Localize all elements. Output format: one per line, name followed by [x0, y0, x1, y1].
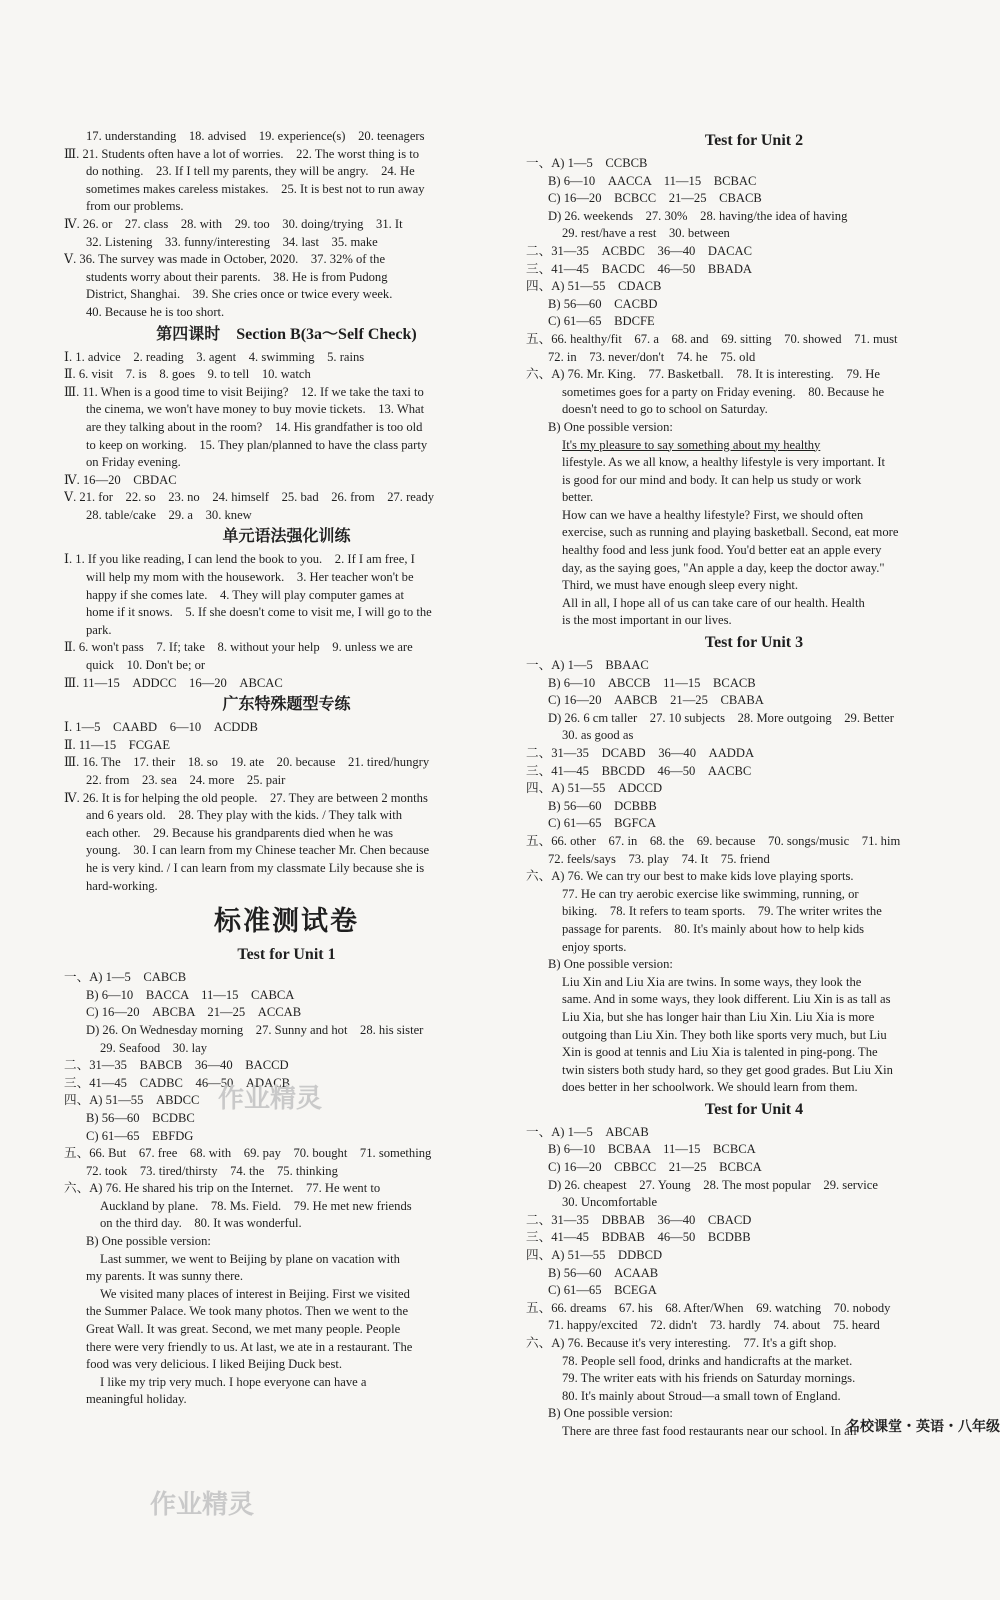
text-line: to keep on working. 15. They plan/planned to have the class party	[86, 437, 428, 452]
text-line: Great Wall. It was great. Second, we met many people. People	[86, 1322, 401, 1337]
text-line: Ⅴ. 21. for 22. so 23. no 24. himself 25. bad 26. from 27. ready	[64, 490, 435, 505]
text-line: will help my mom with the housework. 3. Her teacher won't be	[86, 570, 414, 585]
text-line: 四、A) 51—55 ADCCD	[526, 781, 663, 796]
text-line: day, as the saying goes, "An apple a day, keep the doctor away."	[562, 560, 885, 575]
text-line: hard-working.	[86, 878, 158, 893]
text-line: on Friday evening.	[86, 455, 181, 470]
text-line: It's my pleasure to say something about my healthy	[562, 437, 821, 452]
text-line: 五、66. dreams 67. his 68. After/When 69. watching 70. nobody	[526, 1300, 891, 1315]
text-line: Ⅲ. 16. The 17. their 18. so 19. ate 20. because 21. tired/hungry	[64, 755, 430, 770]
text-line: 71. happy/excited 72. didn't 73. hardly 74. about 75. heard	[548, 1318, 880, 1333]
text-line: 30. Uncomfortable	[562, 1195, 658, 1210]
section-heading: 广东特殊题型专练	[222, 696, 351, 714]
text-line: D) 26. On Wednesday morning 27. Sunny and hot 28. his sister	[86, 1022, 424, 1037]
text-line: 二、31—35 DBBAB 36—40 CBACD	[526, 1212, 752, 1227]
text-line: Ⅲ. 11. When is a good time to visit Beijing? 12. If we take the taxi to	[64, 384, 424, 399]
text-line: 一、A) 1—5 CCBCB	[526, 156, 648, 170]
text-line: B) 56—60 ACAAB	[548, 1265, 659, 1280]
text-line: Ⅰ. 1. If you like reading, I can lend the book to you. 2. If I am free, I	[64, 552, 415, 567]
text-line: B) One possible version:	[548, 419, 673, 434]
text-line: 二、31—35 DCABD 36—40 AADDA	[526, 746, 755, 760]
text-line: B) One possible version:	[548, 1406, 673, 1421]
text-line: Liu Xia, but she has longer hair than Liu Xin. Liu Xia is more	[562, 1009, 875, 1024]
text-line: D) 26. 6 cm taller 27. 10 subjects 28. More outgoing 29. Better	[548, 710, 894, 725]
text-line: D) 26. cheapest 27. Young 28. The most popular 29. service	[548, 1177, 878, 1192]
text-line: C) 61—65 BDCFE	[548, 314, 655, 329]
text-line: 一、A) 1—5 ABCAB	[526, 1124, 649, 1139]
text-line: Ⅱ. 11—15 FCGAE	[64, 737, 171, 752]
text-line: the Summer Palace. We took many photos. Then we went to the	[86, 1304, 409, 1319]
text-line: is the most important in our lives.	[562, 613, 732, 628]
section-heading: 第四课时 Section B(3a～Self Check)	[156, 325, 417, 343]
footer-title: 名校课堂・英语・八年级	[846, 1420, 1000, 1435]
text-line: 二、31—35 BABCB 36—40 BACCD	[64, 1058, 289, 1073]
text-line: quick 10. Don't be; or	[86, 658, 206, 673]
text-line: 72. feels/says 73. play 74. It 75. friend	[548, 851, 770, 866]
section-heading: Test for Unit 4	[704, 1100, 804, 1118]
text-line: We visited many places of interest in Beijing. First we visited	[100, 1286, 410, 1301]
text-line: lifestyle. As we all know, a healthy lifestyle is very important. It	[562, 455, 886, 470]
text-line: B) 6—10 AACCA 11—15 BCBAC	[548, 173, 757, 188]
text-line: C) 16—20 BCBCC 21—25 CBACB	[548, 191, 762, 206]
text-line: 22. from 23. sea 24. more 25. pair	[86, 773, 286, 787]
text-line: C) 16—20 ABCBA 21—25 ACCAB	[86, 1005, 302, 1020]
section-heading: 标准测试卷	[214, 906, 359, 937]
text-line: B) One possible version:	[86, 1234, 211, 1249]
text-line: D) 26. weekends 27. 30% 28. having/the idea of having	[548, 208, 848, 223]
text-line: sometimes goes for a party on Friday evening. 80. Because he	[562, 384, 885, 399]
text-line: outgoing than Liu Xin. They both like sports very much, but Liu	[562, 1027, 887, 1042]
section-heading: Test for Unit 1	[237, 946, 336, 964]
text-line: B) 6—10 ABCCB 11—15 BCACB	[548, 675, 756, 690]
text-line: 四、A) 51—55 CDACB	[526, 279, 662, 294]
text-line: Ⅱ. 6. visit 7. is 8. goes 9. to tell 10. watch	[64, 367, 311, 382]
section-heading: 单元语法强化训练	[222, 528, 351, 546]
text-line: 79. The writer eats with his friends on Saturday mornings.	[562, 1371, 856, 1386]
text-line: 五、66. other 67. in 68. the 69. because 70. songs/music 71. him	[526, 833, 901, 848]
text-line: exercise, such as running and playing basketball. Second, eat more	[562, 525, 899, 540]
text-line: each other. 29. Because his grandparents died when he was	[86, 825, 394, 840]
text-line: he is very kind. / I can learn from my classmate Lily because she is	[86, 860, 425, 875]
text-line: Ⅴ. 36. The survey was made in October, 2020. 37. 32% of the	[64, 252, 386, 267]
text-line: C) 61—65 EBFDG	[86, 1128, 194, 1143]
text-line: food was very delicious. I liked Beijing Duck best.	[86, 1357, 343, 1372]
text-line: Third, we must have enough sleep every night.	[562, 578, 799, 593]
text-line: Xin is good at tennis and Liu Xia is talented in ping-pong. The	[562, 1045, 878, 1060]
text-line: 一、A) 1—5 CABCB	[64, 970, 187, 985]
text-line: 三、41—45 BDBAB 46—50 BCDBB	[526, 1230, 751, 1245]
text-line: District, Shanghai. 39. She cries once or twice every week.	[86, 287, 393, 302]
text-line: 29. Seafood 30. lay	[100, 1040, 208, 1055]
text-line: There are three fast food restaurants near our school. In all	[562, 1423, 857, 1438]
text-line: 80. It's mainly about Stroud—a small town of England.	[562, 1388, 841, 1403]
text-line: better.	[562, 490, 594, 505]
text-line: and 6 years old. 28. They play with the kids. / They talk with	[86, 808, 403, 823]
text-line: 40. Because he is too short.	[86, 304, 225, 319]
text-line: there were very friendly to us. At last, we ate in a restaurant. The	[86, 1339, 413, 1354]
text-line: my parents. It was sunny there.	[86, 1269, 244, 1284]
text-line: passage for parents. 80. It's mainly about how to help kids	[562, 921, 865, 936]
text-line: 四、A) 51—55 ABDCC	[64, 1093, 200, 1108]
text-line: C) 16—20 AABCB 21—25 CBABA	[548, 693, 764, 708]
text-line: 72. took 73. tired/thirsty 74. the 75. thinking	[86, 1163, 338, 1178]
text-line: 30. as good as	[562, 728, 634, 743]
text-line: 三、41—45 CADBC 46—50 ADACB	[64, 1075, 291, 1090]
text-line: 六、A) 76. He shared his trip on the Internet. 77. He went to	[64, 1181, 381, 1196]
text-line: does better in her schoolwork. We should learn from them.	[562, 1080, 858, 1095]
text-line: Ⅳ. 16—20 CBDAC	[64, 472, 177, 487]
text-line: 78. People sell food, drinks and handicrafts at the market.	[562, 1353, 853, 1368]
text-line: doesn't need to go to school on Saturday.	[562, 402, 768, 417]
text-line: B) 56—60 BCDBC	[86, 1110, 195, 1125]
text-line: 六、A) 76. Mr. King. 77. Basketball. 78. It is interesting. 79. He	[526, 367, 880, 382]
text-line: B) 6—10 BACCA 11—15 CABCA	[86, 987, 295, 1002]
text-line: 六、A) 76. Because it's very interesting. 77. It's a gift shop.	[526, 1336, 837, 1350]
text-line: the cinema, we won't have money to buy movie tickets. 13. What	[86, 402, 425, 417]
text-line: Last summer, we went to Beijing by plane on vacation with	[100, 1251, 400, 1266]
text-line: 三、41—45 BBCDD 46—50 AACBC	[526, 763, 752, 778]
section-heading: Test for Unit 3	[704, 634, 804, 652]
text-line: 77. He can try aerobic exercise like swimming, running, or	[562, 886, 859, 901]
text-line: biking. 78. It refers to team sports. 79. The writer writes the	[562, 904, 882, 919]
text-line: Ⅳ. 26. or 27. class 28. with 29. too 30. doing/trying 31. It	[64, 216, 403, 231]
text-line: B) 6—10 BCBAA 11—15 BCBCA	[548, 1142, 756, 1157]
text-line: from our problems.	[86, 199, 184, 214]
watermark: 作业精灵	[150, 1490, 255, 1519]
text-line: healthy food and less junk food. You'd better eat an apple every	[562, 543, 882, 558]
text-line: 28. table/cake 29. a 30. knew	[86, 507, 252, 522]
text-line: home if it snows. 5. If she doesn't come to visit me, I will go to the	[86, 605, 432, 620]
text-line: park.	[86, 622, 112, 637]
text-line: 72. in 73. never/don't 74. he 75. old	[548, 349, 756, 364]
text-line: Ⅳ. 26. It is for helping the old people. 27. They are between 2 months	[64, 790, 428, 805]
text-line: Ⅰ. 1. advice 2. reading 3. agent 4. swimming 5. rains	[64, 349, 365, 364]
text-line: C) 61—65 BGFCA	[548, 816, 657, 831]
text-line: 六、A) 76. We can try our best to make kids love playing sports.	[526, 869, 854, 884]
text-line: are they talking about in the room? 14. His grandfather is too old	[86, 419, 423, 434]
text-line: C) 61—65 BCEGA	[548, 1283, 657, 1298]
text-line: is good for our mind and body. It can help us study or work	[562, 472, 862, 487]
text-line: I like my trip very much. I hope everyone can have a	[100, 1374, 367, 1389]
text-line: Ⅲ. 11—15 ADDCC 16—20 ABCAC	[64, 675, 283, 690]
text-line: Ⅱ. 6. won't pass 7. If; take 8. without your help 9. unless we are	[64, 640, 413, 655]
text-line: 一、A) 1—5 BBAAC	[526, 658, 649, 673]
text-line: young. 30. I can learn from my Chinese teacher Mr. Chen because	[86, 843, 430, 858]
text-line: B) 56—60 CACBD	[548, 296, 658, 311]
text-line: Liu Xin and Liu Xia are twins. In some ways, they look the	[562, 974, 862, 989]
text-line: 二、31—35 ACBDC 36—40 DACAC	[526, 243, 753, 258]
text-line: do nothing. 23. If I tell my parents, they will be angry. 24. He	[86, 164, 415, 179]
left-column	[64, 128, 509, 1409]
text-line: enjoy sports.	[562, 939, 627, 954]
text-line: B) 56—60 DCBBB	[548, 798, 657, 813]
text-line: 四、A) 51—55 DDBCD	[526, 1248, 663, 1263]
text-line: twin sisters both study hard, so they get good grades. But Liu Xin	[562, 1062, 893, 1077]
text-line: 五、66. healthy/fit 67. a 68. and 69. sitting 70. showed 71. must	[526, 331, 898, 346]
text-line: Ⅰ. 1—5 CAABD 6—10 ACDDB	[64, 720, 258, 735]
right-column	[526, 128, 982, 1441]
text-line: 三、41—45 BACDC 46—50 BBADA	[526, 261, 753, 276]
text-line: 17. understanding 18. advised 19. experience(s) 20. teenagers	[86, 129, 425, 143]
text-line: same. And in some ways, they look different. Liu Xin is as tall as	[562, 992, 891, 1007]
text-line: Ⅲ. 21. Students often have a lot of worries. 22. The worst thing is to	[64, 146, 420, 161]
watermark: 作业精灵	[218, 1084, 323, 1113]
text-line: 32. Listening 33. funny/interesting 34. last 35. make	[86, 234, 378, 249]
section-heading: Test for Unit 2	[704, 132, 804, 149]
text-line: sometimes makes careless mistakes. 25. It is best not to run away	[86, 181, 425, 196]
text-line: Auckland by plane. 78. Ms. Field. 79. He met new friends	[100, 1198, 412, 1213]
text-line: meaningful holiday.	[86, 1392, 187, 1407]
text-line: on the third day. 80. It was wonderful.	[100, 1216, 302, 1231]
text-line: How can we have a healthy lifestyle? First, we should often	[562, 507, 864, 522]
text-line: 五、66. But 67. free 68. with 69. pay 70. bought 71. something	[64, 1146, 432, 1161]
text-line: B) One possible version:	[548, 957, 673, 972]
text-line: 29. rest/have a rest 30. between	[562, 226, 730, 241]
text-line: students worry about their parents. 38. He is from Pudong	[86, 269, 388, 284]
text-line: C) 16—20 CBBCC 21—25 BCBCA	[548, 1160, 762, 1175]
text-line: All in all, I hope all of us can take care of our health. Health	[562, 595, 865, 610]
text-line: happy if she comes late. 4. They will play computer games at	[86, 587, 405, 602]
